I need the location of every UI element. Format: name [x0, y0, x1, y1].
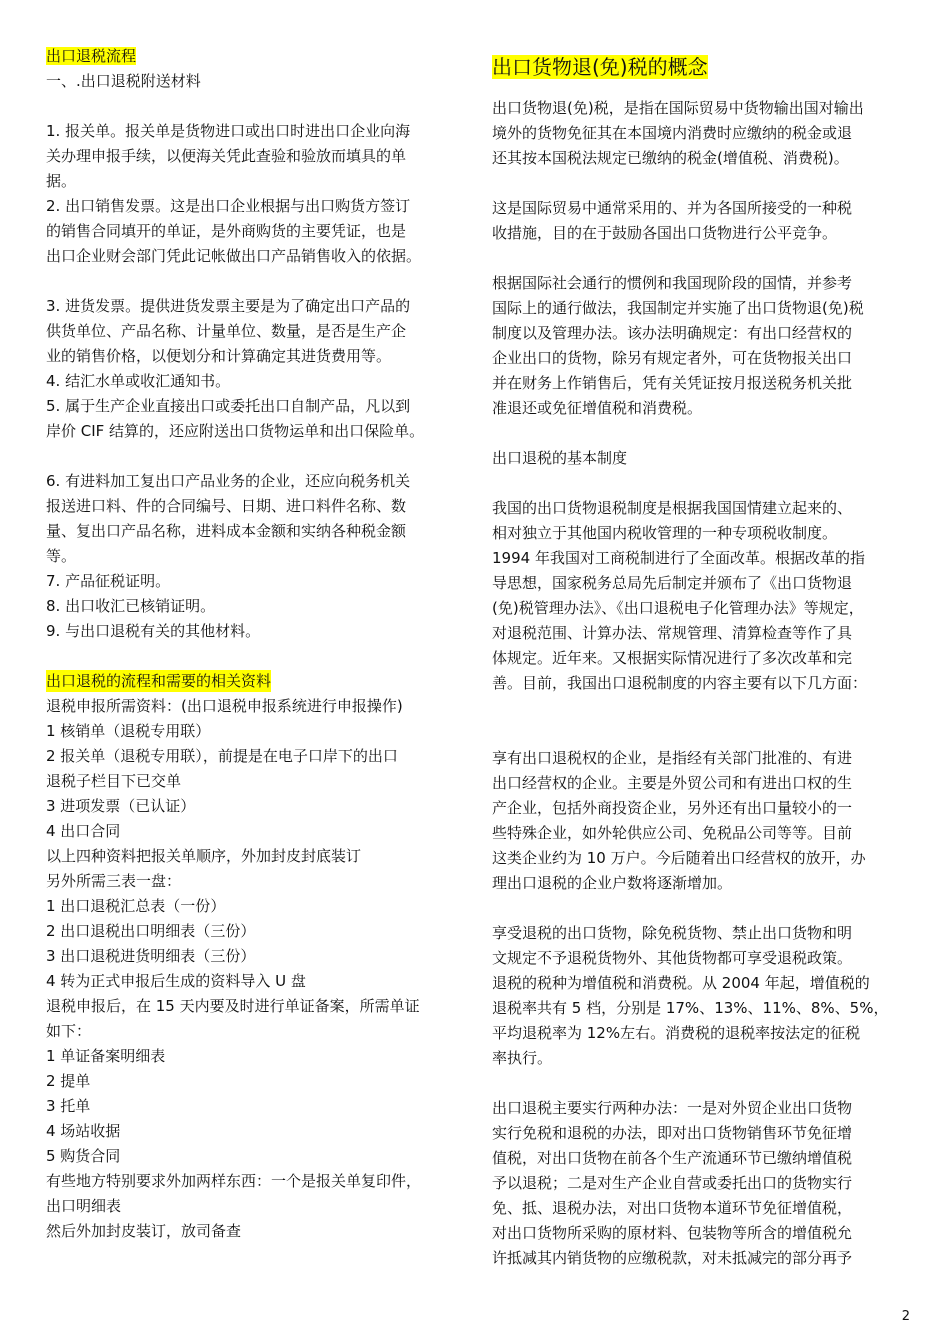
text-line: 4. 结汇水单或收汇通知书。 — [46, 372, 231, 390]
text-line: 享受退税的出口货物，除免税货物、禁止出口货物和明 — [492, 924, 853, 942]
section-title-process-and-materials: 出口退税的流程和需要的相关资料 — [46, 672, 272, 690]
text-line: 制度以及管理办法。该办法明确规定：有出口经营权的 — [492, 324, 853, 342]
spacer — [46, 269, 470, 294]
text-line: 如下： — [46, 1022, 92, 1040]
text-line: 3. 进货发票。提供进货发票主要是为了确定出口产品的 — [46, 297, 411, 315]
spacer — [46, 94, 470, 119]
text-line: 有些地方特别要求外加两样东西：一个是报关单复印件， — [46, 1172, 422, 1190]
text-line: 出口退税主要实行两种办法：一是对外贸企业出口货物 — [492, 1099, 853, 1117]
paragraph — [492, 1096, 910, 1271]
text-line: 出口经营权的企业。主要是外贸公司和有进出口权的生 — [492, 774, 853, 792]
text-line: 退税的税种为增值税和消费税。从 2004 年起，增值税的 — [492, 974, 870, 992]
text-line: 等。 — [46, 547, 77, 565]
text-line: 实行免税和退税的办法，即对出口货物销售环节免征增 — [492, 1124, 853, 1142]
text-line: 出口货物退(免)税，是指在国际贸易中货物输出国对输出 — [492, 99, 864, 117]
text-line: 5 购货合同 — [46, 1147, 121, 1165]
text-line: 3 出口退税进货明细表（三份） — [46, 947, 256, 965]
text-line: 我国的出口货物退税制度是根据我国国情建立起来的、 — [492, 499, 853, 517]
text-line: 关办理申报手续，以便海关凭此查验和验放而填具的单 — [46, 147, 407, 165]
page-number: 2 — [901, 1309, 910, 1324]
paragraph — [46, 294, 470, 444]
text-line: 2 出口退税出口明细表（三份） — [46, 922, 256, 940]
text-line: 量、复出口产品名称，进料成本金额和实纳各种税金额 — [46, 522, 407, 540]
text-line: 的销售合同填开的单证，是外商购货的主要凭证，也是 — [46, 222, 407, 240]
text-line: 1 出口退税汇总表（一份） — [46, 897, 226, 915]
text-line: 并在财务上作销售后，凭有关凭证按月报送税务机关批 — [492, 374, 853, 392]
heading-basic-system: 出口退税的基本制度 — [492, 449, 628, 467]
spacer — [492, 721, 910, 746]
text-line: 供货单位、产品名称、计量单位、数量，是否是生产企 — [46, 322, 407, 340]
paragraph — [46, 469, 470, 644]
text-line: 5. 属于生产企业直接出口或委托出口自制产品，凡以到 — [46, 397, 411, 415]
text-line: 收措施，目的在于鼓励各国出口货物进行公平竞争。 — [492, 224, 838, 242]
text-line: 2 提单 — [46, 1072, 91, 1090]
text-line: (免)税管理办法》、《出口退税电子化管理办法》等规定， — [492, 599, 864, 617]
text-line: 理出口退税的企业户数将逐渐增加。 — [492, 874, 733, 892]
spacer — [492, 696, 910, 721]
text-line: 企业出口的货物，除另有规定者外，可在货物报关出口 — [492, 349, 853, 367]
text-line: 9. 与出口退税有关的其他材料。 — [46, 622, 261, 640]
paragraph — [492, 921, 910, 1071]
spacer — [46, 444, 470, 469]
text-line: 7. 产品征税证明。 — [46, 572, 171, 590]
text-line: 对退税范围、计算办法、常规管理、清算检查等作了具 — [492, 624, 853, 642]
text-line: 8. 出口收汇已核销证明。 — [46, 597, 216, 615]
text-line: 2 报关单（退税专用联），前提是在电子口岸下的出口 — [46, 747, 398, 765]
text-line: 准退还或免征增值税和消费税。 — [492, 399, 703, 417]
text-line: 导思想，国家税务总局先后制定并颁布了《出口货物退 — [492, 574, 853, 592]
spacer — [492, 471, 910, 496]
text-line: 另外所需三表一盘： — [46, 872, 182, 890]
text-line: 业的销售价格，以便划分和计算确定其进货费用等。 — [46, 347, 392, 365]
text-line: 予以退税；二是对生产企业自营或委托出口的货物实行 — [492, 1174, 853, 1192]
text-line: 国际上的通行做法，我国制定并实施了出口货物退(免)税 — [492, 299, 864, 317]
text-line: 这是国际贸易中通常采用的、并为各国所接受的一种税 — [492, 199, 853, 217]
text-line: 善。目前，我国出口退税制度的内容主要有以下几方面： — [492, 674, 868, 692]
text-line: 报送进口料、件的合同编号、日期、进口料件名称、数 — [46, 497, 407, 515]
section-title-export-tax-process: 出口退税流程 — [46, 47, 137, 65]
text-line: 出口企业财会部门凭此记帐做出口产品销售收入的依据。 — [46, 247, 422, 265]
text-line: 岸价 CIF 结算的，还应附送出口货物运单和出口保险单。 — [46, 422, 425, 440]
text-line: 1994 年我国对工商税制进行了全面改革。根据改革的指 — [492, 549, 865, 567]
text-line: 产企业，包括外商投资企业，另外还有出口量较小的一 — [492, 799, 853, 817]
text-line: 根据国际社会通行的惯例和我国现阶段的国情，并参考 — [492, 274, 853, 292]
paragraph — [492, 271, 910, 421]
text-line: 许抵减其内销货物的应缴税款，对未抵减完的部分再予 — [492, 1249, 853, 1267]
text-line: 退税申报后，在 15 天内要及时进行单证备案，所需单证 — [46, 997, 420, 1015]
text-line: 文规定不予退税货物外、其他货物都可享受退税政策。 — [492, 949, 853, 967]
paragraph — [492, 496, 910, 696]
text-line: 值税，对出口货物在前各个生产流通环节已缴纳增值税 — [492, 1149, 853, 1167]
paragraph — [46, 119, 470, 269]
text-line: 这类企业约为 10 万户。今后随着出口经营权的放开，办 — [492, 849, 866, 867]
text-line: 然后外加封皮装订，放司备查 — [46, 1222, 242, 1240]
paragraph — [492, 96, 910, 171]
text-line: 以上四种资料把报关单顺序，外加封皮封底装订 — [46, 847, 362, 865]
text-line: 4 场站收据 — [46, 1122, 121, 1140]
paragraph — [46, 694, 470, 1244]
spacer — [492, 1071, 910, 1096]
text-line: 3 进项发票（已认证） — [46, 797, 196, 815]
text-line: 境外的货物免征其在本国境内消费时应缴纳的税金或退 — [492, 124, 853, 142]
text-line: 3 托单 — [46, 1097, 91, 1115]
spacer — [492, 171, 910, 196]
text-line: 4 转为正式申报后生成的资料导入 U 盘 — [46, 972, 306, 990]
text-line: 相对独立于其他国内税收管理的一种专项税收制度。 — [492, 524, 838, 542]
text-line: 些特殊企业，如外轮供应公司、免税品公司等等。目前 — [492, 824, 853, 842]
spacer — [492, 246, 910, 271]
spacer — [492, 896, 910, 921]
text-line: 出口明细表 — [46, 1197, 122, 1215]
text-line: 平均退税率为 12%左右。消费税的退税率按法定的征税 — [492, 1024, 861, 1042]
text-line: 退税申报所需资料：(出口退税申报系统进行申报操作) — [46, 697, 403, 715]
text-line: 对出口货物所采购的原材料、包装物等所含的增值税允 — [492, 1224, 853, 1242]
spacer — [46, 644, 470, 669]
subtitle-attached-materials: 一、.出口退税附送材料 — [46, 72, 201, 90]
text-line: 4 出口合同 — [46, 822, 121, 840]
section-title-refund-concept: 出口货物退(免)税的概念 — [492, 55, 708, 79]
text-line: 1 核销单（退税专用联） — [46, 722, 211, 740]
text-line: 率执行。 — [492, 1049, 553, 1067]
text-line: 体规定。近年来。又根据实际情况进行了多次改革和完 — [492, 649, 853, 667]
text-line: 2. 出口销售发票。这是出口企业根据与出口购货方签订 — [46, 197, 411, 215]
spacer — [492, 421, 910, 446]
text-line: 还其按本国税法规定已缴纳的税金(增值税、消费税)。 — [492, 149, 849, 167]
text-line: 免、抵、退税办法，对出口货物本道环节免征增值税， — [492, 1199, 853, 1217]
paragraph — [492, 196, 910, 246]
text-line: 退税率共有 5 档，分别是 17%、13%、11%、8%、5%， — [492, 999, 889, 1017]
text-line: 1. 报关单。报关单是货物进口或出口时进出口企业向海 — [46, 122, 411, 140]
text-line: 据。 — [46, 172, 77, 190]
text-line: 1 单证备案明细表 — [46, 1047, 166, 1065]
right-column — [492, 44, 910, 1271]
text-line: 退税子栏目下已交单 — [46, 772, 182, 790]
left-column — [46, 44, 470, 1244]
text-line: 享有出口退税权的企业，是指经有关部门批准的、有进 — [492, 749, 853, 767]
text-line: 6. 有进料加工复出口产品业务的企业，还应向税务机关 — [46, 472, 411, 490]
paragraph — [492, 746, 910, 896]
